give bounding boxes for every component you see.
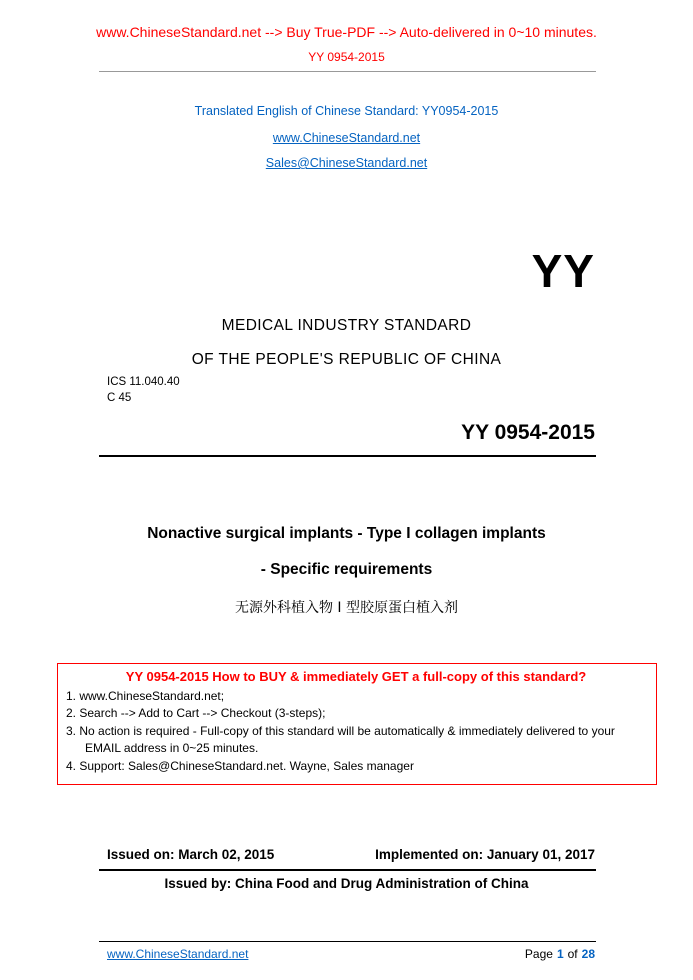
standard-code: YY 0954-2015 [461, 421, 595, 444]
issued-divider [99, 869, 596, 871]
buy-box-item-3: 3. No action is required - Full-copy of this standard will be automatically & immediately delivered to your EMAIL address in 0~25 minutes. [66, 723, 615, 756]
translated-title: Translated English of Chinese Standard: YY0954-2015 [194, 104, 499, 118]
doc-title-line1: Nonactive surgical implants - Type I collagen implants [147, 525, 546, 542]
page-indicator [525, 947, 595, 961]
issued-row [107, 847, 595, 862]
buy-box-item-1: 1. www.ChineseStandard.net; [66, 689, 225, 703]
implemented-on: Implemented on: January 01, 2017 [375, 847, 595, 862]
buy-info-box [57, 663, 657, 785]
buy-box-item-2: 2. Search --> Add to Cart --> Checkout (3-steps); [66, 706, 326, 721]
code-divider [99, 455, 596, 457]
promo-banner: www.ChineseStandard.net --> Buy True-PDF --> Auto-delivered in 0~10 minutes. [96, 24, 597, 40]
class-code: C 45 [107, 392, 132, 404]
site-link[interactable]: www.ChineseStandard.net [272, 131, 421, 145]
header-divider [99, 71, 596, 72]
buy-box-title: YY 0954-2015 How to BUY & immediately GET a full-copy of this standard? [125, 669, 587, 684]
page-number: 1 [556, 947, 564, 961]
footer-divider [99, 941, 596, 942]
sales-link-row [0, 154, 693, 172]
page-of-label: of [567, 947, 578, 961]
issued-on: Issued on: March 02, 2015 [107, 847, 275, 862]
site-link-row [0, 129, 693, 147]
standard-org-line2: OF THE PEOPLE'S REPUBLIC OF CHINA [191, 351, 502, 368]
doc-title-line2: - Specific requirements [260, 561, 433, 578]
sales-link[interactable]: Sales@ChineseStandard.net [265, 156, 428, 170]
issued-by: Issued by: China Food and Drug Administration of China [164, 876, 529, 891]
page-label: Page [524, 947, 553, 961]
buy-box-item-4: 4. Support: Sales@ChineseStandard.net. Wayne, Sales manager [66, 758, 414, 773]
standard-logo: YY [531, 245, 595, 297]
standard-org-line1: MEDICAL INDUSTRY STANDARD [221, 317, 472, 334]
page-total: 28 [581, 947, 595, 961]
doc-title-chinese: 无源外科植入物 I 型胶原蛋白植入剂 [234, 600, 459, 616]
footer-row [107, 947, 595, 961]
header-standard-code: YY 0954-2015 [308, 50, 385, 64]
footer-site-link[interactable]: www.ChineseStandard.net [107, 947, 249, 961]
ics-code: ICS 11.040.40 [107, 376, 180, 388]
